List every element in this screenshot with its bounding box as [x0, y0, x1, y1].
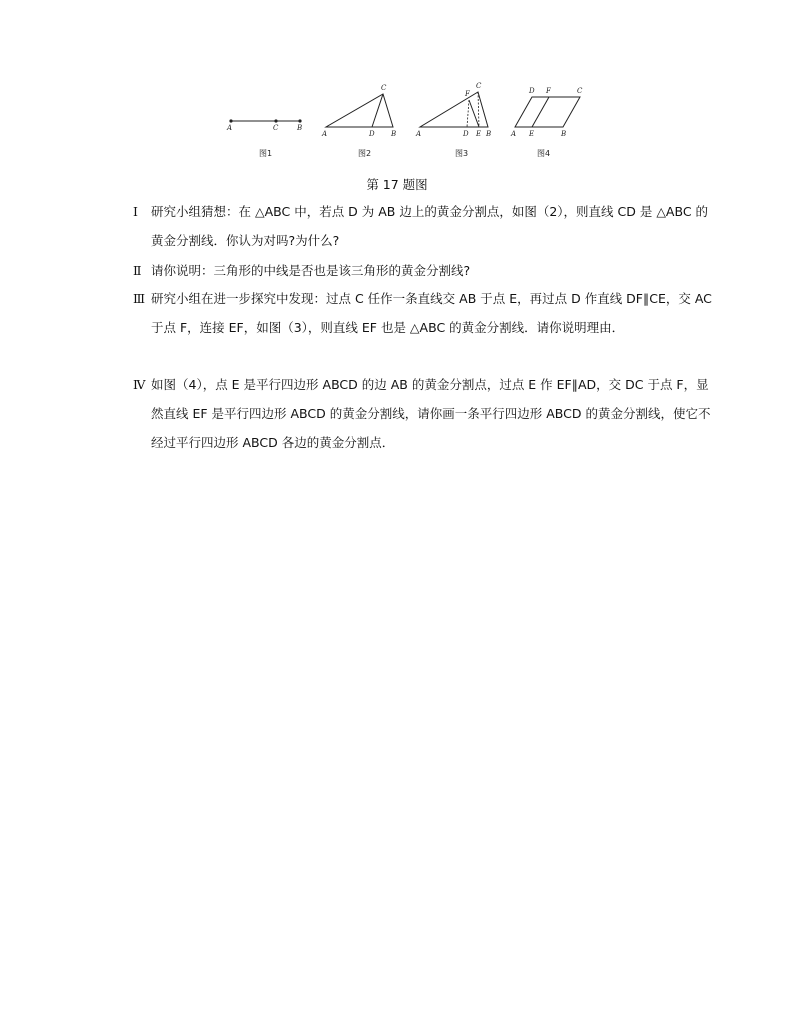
fig3-label-b: B [486, 130, 492, 138]
fig2-label-d: D [369, 130, 375, 138]
question-2 [133, 256, 713, 285]
figure-strip [215, 78, 595, 163]
fig3-label-d: D [463, 130, 469, 138]
fig4-label-f: F [546, 87, 551, 95]
fig4-label-b: B [561, 130, 567, 138]
fig3-label-e: E [476, 130, 482, 138]
fig2-caption: 图2 [358, 149, 372, 158]
question-1-text: 研究小组猜想：在 △ABC 中，若点 D 为 AB 边上的黄金分割点，如图（2），则直线 CD 是 △ABC 的黄金分割线．你认为对吗?为什么? [151, 204, 709, 248]
fig1-caption: 图1 [259, 149, 273, 158]
figure-4 [510, 87, 583, 158]
fig4-label-d: D [529, 87, 535, 95]
figure-3 [415, 82, 491, 158]
fig3-label-c: C [476, 82, 482, 90]
question-1-number: Ⅰ [133, 204, 138, 219]
fig2-label-b: B [391, 130, 397, 138]
question-3-text: 研究小组在进一步探究中发现：过点 C 任作一条直线交 AB 于点 E，再过点 D 作直线 DF∥CE，交 AC 于点 F，连接 EF，如图（3），则直线 EF 也是 △ABC 的黄金分割线．请你说明理由． [151, 291, 712, 335]
fig3-caption: 图3 [455, 149, 469, 158]
problem-figure-caption: 第 17 题图 [366, 177, 428, 192]
geometry-figures [215, 78, 595, 163]
fig2-label-a: A [322, 130, 328, 138]
figure-1 [226, 119, 302, 158]
fig1-label-b: B [297, 124, 303, 132]
question-4-text: 如图（4），点 E 是平行四边形 ABCD 的边 AB 的黄金分割点，过点 E 作 EF∥AD，交 DC 于点 F，显然直线 EF 是平行四边形 ABCD 的黄金分割线，请你画一条平行四边形 ABCD 的黄金分割线，使它不经过平行四边形 ABCD 各边的黄金分割点． [151, 377, 711, 450]
fig2-label-c: C [381, 84, 387, 92]
question-1 [133, 197, 713, 255]
question-4 [133, 370, 713, 457]
fig1-label-c: C [273, 124, 279, 132]
fig3-label-f: F [465, 90, 470, 98]
figure-2 [321, 84, 396, 158]
fig4-label-e: E [529, 130, 535, 138]
question-4-number: Ⅳ [133, 377, 146, 392]
question-2-number: Ⅱ [133, 263, 142, 278]
fig4-label-c: C [577, 87, 583, 95]
question-2-text: 请你说明：三角形的中线是否也是该三角形的黄金分割线? [151, 263, 471, 278]
fig4-label-a: A [511, 130, 517, 138]
fig3-label-a: A [416, 130, 422, 138]
fig1-label-a: A [227, 124, 233, 132]
fig4-caption: 图4 [537, 149, 551, 158]
question-3 [133, 284, 713, 342]
question-3-number: Ⅲ [133, 291, 146, 306]
